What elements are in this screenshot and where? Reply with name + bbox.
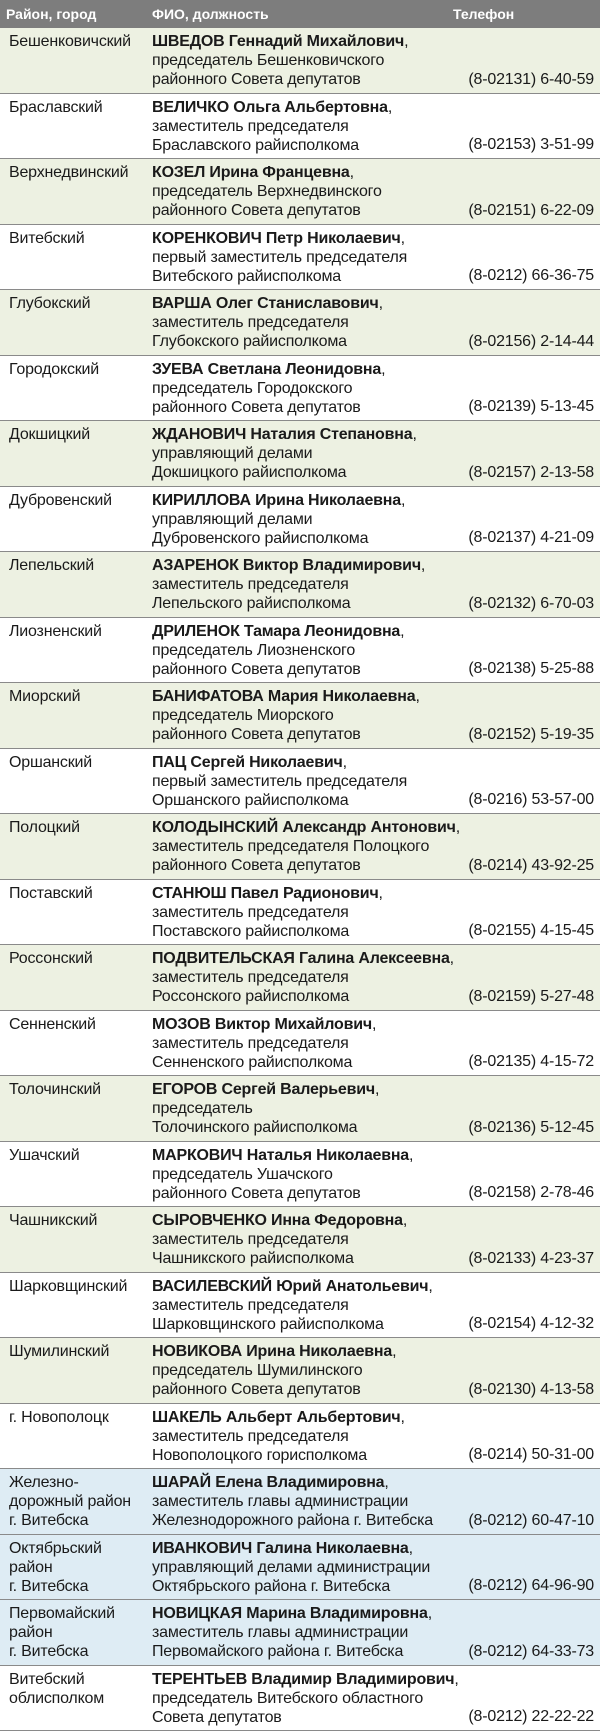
person-surname: АЗАРЕНОК bbox=[152, 557, 239, 574]
person-cell bbox=[152, 94, 453, 159]
phone-number: (8-02159) 5-27-48 bbox=[468, 987, 594, 1005]
person-name: БАНИФАТОВА Мария Николаевна, bbox=[152, 688, 420, 705]
phone-number: (8-02156) 2-14-44 bbox=[468, 332, 594, 350]
district-cell bbox=[0, 552, 152, 617]
table-row bbox=[0, 1535, 600, 1601]
district-cell bbox=[0, 1535, 152, 1600]
person-position: управляющий делами bbox=[152, 510, 313, 528]
person-surname: КОЗЕЛ bbox=[152, 164, 206, 181]
district-cell bbox=[0, 749, 152, 814]
person-cell bbox=[152, 421, 453, 486]
person-position: заместитель председателя bbox=[152, 1231, 349, 1248]
table-row bbox=[0, 683, 600, 749]
table-row bbox=[0, 1076, 600, 1142]
phone-number: (8-02132) 6-70-03 bbox=[468, 594, 594, 612]
table-row bbox=[0, 749, 600, 815]
person-cell bbox=[152, 683, 453, 748]
phone-number: (8-02130) 4-13-58 bbox=[468, 1380, 594, 1398]
phone-number: (8-02137) 4-21-09 bbox=[468, 529, 594, 546]
phone-number: (8-02154) 4-12-32 bbox=[468, 1315, 594, 1332]
district-cell bbox=[0, 94, 152, 159]
person-cell bbox=[152, 28, 453, 93]
person-surname: ЗУЕВА bbox=[152, 360, 204, 378]
district-line: район bbox=[9, 1624, 53, 1641]
district-cell bbox=[0, 1207, 152, 1272]
person-given-name: Мария Николаевна bbox=[267, 688, 416, 705]
person-name: МОЗОВ Виктор Михайлович, bbox=[152, 1015, 377, 1033]
person-surname: ВЕЛИЧКО bbox=[152, 98, 230, 116]
header-district: Район, город bbox=[6, 6, 97, 22]
table-row bbox=[0, 159, 600, 225]
person-cell bbox=[152, 1469, 453, 1534]
table-row bbox=[0, 618, 600, 684]
person-cell bbox=[152, 1535, 453, 1600]
person-position: Дубровенского райисполкома bbox=[152, 529, 369, 547]
district-cell bbox=[0, 1076, 152, 1141]
person-surname: СТАНЮШ bbox=[152, 884, 227, 902]
phone-number: (8-0212) 64-96-90 bbox=[468, 1577, 594, 1594]
table-row bbox=[0, 1404, 600, 1470]
person-name: ЖДАНОВИЧ Наталия Степановна, bbox=[152, 426, 417, 443]
person-surname: СЫРОВЧЕНКО bbox=[152, 1212, 267, 1229]
person-position: заместитель председателя bbox=[152, 1427, 349, 1445]
person-given-name: Галина Алексеевна bbox=[299, 950, 450, 967]
district-line: Железно- bbox=[9, 1474, 79, 1491]
person-position: заместитель председателя bbox=[152, 903, 349, 921]
table-row bbox=[0, 945, 600, 1011]
district-line: Городокский bbox=[9, 360, 100, 378]
person-surname: КОРЕНКОВИЧ bbox=[152, 229, 262, 247]
person-name: КИРИЛЛОВА Ирина Николаевна, bbox=[152, 491, 406, 509]
district-cell bbox=[0, 1273, 152, 1338]
person-name: СЫРОВЧЕНКО Инна Федоровна, bbox=[152, 1212, 408, 1229]
person-given-name: Сергей Валерьевич bbox=[221, 1081, 375, 1098]
person-position: заместитель председателя bbox=[152, 576, 349, 593]
person-position: председатель Верхнедвинского bbox=[152, 183, 382, 200]
person-surname: ИВАНКОВИЧ bbox=[152, 1539, 253, 1557]
district-cell bbox=[0, 1600, 152, 1665]
district-cell bbox=[0, 1666, 152, 1731]
person-surname: ШАРАЙ bbox=[152, 1474, 211, 1491]
header-name: ФИО, должность bbox=[152, 6, 269, 22]
person-position: районного Совета депутатов bbox=[152, 1184, 361, 1202]
district-line: Оршанский bbox=[9, 753, 92, 771]
person-surname: КОЛОДЫНСКИЙ bbox=[152, 819, 279, 836]
table-row bbox=[0, 421, 600, 487]
person-cell bbox=[152, 880, 453, 945]
person-name: АЗАРЕНОК Виктор Владимирович, bbox=[152, 557, 426, 574]
table-row bbox=[0, 1273, 600, 1339]
person-position: председатель Витебского областного bbox=[152, 1689, 424, 1707]
person-position: Докшицкого райисполкома bbox=[152, 464, 347, 481]
table-header bbox=[0, 0, 600, 28]
phone-number: (8-0214) 50-31-00 bbox=[468, 1446, 594, 1463]
district-line: Ушачский bbox=[9, 1146, 80, 1164]
person-name: ЗУЕВА Светлана Леонидовна, bbox=[152, 360, 386, 378]
district-line: Сенненский bbox=[9, 1015, 96, 1033]
person-cell bbox=[152, 225, 453, 290]
person-name: ТЕРЕНТЬЕВ Владимир Владимирович, bbox=[152, 1670, 459, 1688]
table-row bbox=[0, 1011, 600, 1077]
person-cell bbox=[152, 1666, 459, 1731]
person-name: НОВИКОВА Ирина Николаевна, bbox=[152, 1343, 397, 1360]
person-name: ШАКЕЛЬ Альберт Альбертович, bbox=[152, 1408, 405, 1426]
district-cell bbox=[0, 1469, 152, 1534]
district-line: Витебский bbox=[9, 229, 85, 247]
person-position: Совета депутатов bbox=[152, 1708, 282, 1726]
person-position: Железнодорожного района г. Витебска bbox=[152, 1512, 433, 1529]
table-row bbox=[0, 94, 600, 160]
district-line: г. Новополоцк bbox=[9, 1408, 109, 1426]
phone-number: (8-02152) 5-19-35 bbox=[468, 725, 594, 743]
district-cell bbox=[0, 1142, 152, 1207]
person-given-name: Павел Радионович bbox=[230, 884, 379, 902]
person-position: Оршанского райисполкома bbox=[152, 791, 349, 809]
district-line: дорожный район bbox=[9, 1493, 131, 1510]
person-cell bbox=[152, 159, 453, 224]
district-cell bbox=[0, 1338, 152, 1403]
person-position: Поставского райисполкома bbox=[152, 922, 350, 940]
phone-number: (8-02139) 5-13-45 bbox=[468, 398, 594, 415]
person-surname: МОЗОВ bbox=[152, 1015, 211, 1033]
person-position: Браславского райисполкома bbox=[152, 136, 359, 154]
table-row bbox=[0, 880, 600, 946]
person-position: Толочинского райисполкома bbox=[152, 1119, 358, 1136]
person-name: ВАРША Олег Станиславович, bbox=[152, 295, 383, 312]
person-cell bbox=[152, 1600, 453, 1665]
person-given-name: Владимир Владимирович bbox=[251, 1670, 455, 1688]
person-name: КОЗЕЛ Ирина Францевна, bbox=[152, 164, 354, 181]
district-cell bbox=[0, 225, 152, 290]
header-phone: Телефон bbox=[453, 6, 515, 22]
person-position: Сенненского райисполкома bbox=[152, 1053, 353, 1071]
person-given-name: Юрий Анатольевич bbox=[276, 1277, 429, 1295]
person-name: ВЕЛИЧКО Ольга Альбертовна, bbox=[152, 98, 393, 116]
person-cell bbox=[152, 1011, 453, 1076]
person-position: председатель Шумилинского bbox=[152, 1362, 363, 1379]
person-position: Россонского райисполкома bbox=[152, 988, 350, 1005]
phone-number: (8-0212) 60-47-10 bbox=[468, 1511, 594, 1529]
person-name: ШАРАЙ Елена Владимировна, bbox=[152, 1474, 389, 1491]
district-cell bbox=[0, 487, 152, 552]
person-cell bbox=[152, 1338, 453, 1403]
phone-number: (8-02151) 6-22-09 bbox=[468, 201, 594, 219]
person-position: заместитель главы администрации bbox=[152, 1624, 409, 1641]
person-given-name: Сергей Николаевич bbox=[190, 753, 343, 771]
person-position: заместитель председателя bbox=[152, 314, 349, 331]
person-name: ИВАНКОВИЧ Галина Николаевна, bbox=[152, 1539, 413, 1557]
person-position: заместитель председателя bbox=[152, 1034, 349, 1052]
table-row bbox=[0, 1600, 600, 1666]
district-line: Толочинский bbox=[9, 1081, 101, 1098]
phone-number: (8-02136) 5-12-45 bbox=[468, 1118, 594, 1136]
district-line: Верхнедвинский bbox=[9, 164, 129, 181]
phone-number: (8-0214) 43-92-25 bbox=[468, 856, 594, 874]
district-line: г. Витебска bbox=[9, 1643, 89, 1660]
person-surname: ЕГОРОВ bbox=[152, 1081, 218, 1098]
district-line: Бешенковичский bbox=[9, 33, 131, 50]
district-cell bbox=[0, 814, 152, 879]
person-position: первый заместитель председателя bbox=[152, 772, 408, 790]
phone-number: (8-0216) 53-57-00 bbox=[468, 791, 594, 808]
district-line: г. Витебска bbox=[9, 1512, 89, 1529]
table-row bbox=[0, 1338, 600, 1404]
district-cell bbox=[0, 618, 152, 683]
person-position: Новополоцкого горисполкома bbox=[152, 1446, 367, 1464]
person-cell bbox=[152, 356, 453, 421]
person-name: ПОДВИТЕЛЬСКАЯ Галина Алексеевна, bbox=[152, 950, 454, 967]
person-surname: МАРКОВИЧ bbox=[152, 1146, 243, 1164]
person-given-name: Ирина Францевна bbox=[209, 164, 350, 181]
person-surname: ВАСИЛЕВСКИЙ bbox=[152, 1277, 272, 1295]
person-cell bbox=[152, 487, 453, 552]
person-given-name: Ирина Николаевна bbox=[255, 491, 401, 509]
person-position: Первомайского района г. Витебска bbox=[152, 1643, 404, 1660]
person-given-name: Наталья Николаевна bbox=[246, 1146, 410, 1164]
person-position: заместитель председателя bbox=[152, 117, 349, 135]
district-cell bbox=[0, 159, 152, 224]
district-line: Октябрьский bbox=[9, 1539, 102, 1557]
person-name: КОРЕНКОВИЧ Петр Николаевич, bbox=[152, 229, 405, 247]
person-surname: ПАЦ bbox=[152, 753, 187, 771]
person-position: Шарковщинского райисполкома bbox=[152, 1315, 384, 1333]
district-line: Полоцкий bbox=[9, 819, 80, 836]
person-surname: НОВИЦКАЯ bbox=[152, 1605, 242, 1622]
person-name: ПАЦ Сергей Николаевич, bbox=[152, 753, 347, 771]
person-surname: ТЕРЕНТЬЕВ bbox=[152, 1670, 248, 1688]
person-given-name: Светлана Леонидовна bbox=[207, 360, 382, 378]
person-position: председатель Бешенковичского bbox=[152, 52, 385, 69]
district-line: Чашникский bbox=[9, 1212, 98, 1229]
table-row bbox=[0, 290, 600, 356]
district-line: Россонский bbox=[9, 950, 93, 967]
person-cell bbox=[152, 290, 453, 355]
person-surname: КИРИЛЛОВА bbox=[152, 491, 251, 509]
district-line: Миорский bbox=[9, 688, 81, 705]
person-given-name: Петр Николаевич bbox=[265, 229, 401, 247]
phone-number: (8-02135) 4-15-72 bbox=[468, 1053, 594, 1070]
district-cell bbox=[0, 880, 152, 945]
district-line: Глубокский bbox=[9, 295, 91, 312]
person-position: управляющий делами администрации bbox=[152, 1558, 431, 1576]
person-position: заместитель председателя bbox=[152, 1296, 349, 1314]
person-position: Чашникского райисполкома bbox=[152, 1250, 354, 1267]
person-cell bbox=[152, 749, 453, 814]
person-name: НОВИЦКАЯ Марина Владимировна, bbox=[152, 1605, 432, 1622]
person-position: Глубокского райисполкома bbox=[152, 333, 347, 350]
person-cell bbox=[152, 1273, 453, 1338]
district-line: г. Витебска bbox=[9, 1577, 89, 1595]
person-name: СТАНЮШ Павел Радионович, bbox=[152, 884, 383, 902]
table-row bbox=[0, 487, 600, 553]
person-name: ВАСИЛЕВСКИЙ Юрий Анатольевич, bbox=[152, 1277, 433, 1295]
person-cell bbox=[152, 814, 460, 879]
person-given-name: Галина Николаевна bbox=[256, 1539, 409, 1557]
phone-number: (8-02155) 4-15-45 bbox=[468, 922, 594, 939]
person-cell bbox=[152, 1207, 453, 1272]
person-position: районного Совета депутатов bbox=[152, 1381, 361, 1398]
district-line: Браславский bbox=[9, 98, 103, 116]
person-surname: ПОДВИТЕЛЬСКАЯ bbox=[152, 950, 295, 967]
phone-number: (8-02138) 5-25-88 bbox=[468, 660, 594, 677]
district-line: облисполком bbox=[9, 1689, 105, 1707]
person-given-name: Тамара Леонидовна bbox=[243, 622, 401, 640]
person-surname: ЖДАНОВИЧ bbox=[152, 426, 247, 443]
person-position: Витебского райисполкома bbox=[152, 267, 341, 285]
table-row bbox=[0, 1666, 600, 1732]
table-row bbox=[0, 1207, 600, 1273]
person-given-name: Геннадий Михайлович bbox=[228, 33, 405, 50]
district-line: Шарковщинский bbox=[9, 1277, 128, 1295]
district-line: Лепельский bbox=[9, 557, 94, 574]
phone-number: (8-02158) 2-78-46 bbox=[468, 1184, 594, 1201]
district-line: Первомайский bbox=[9, 1605, 115, 1622]
person-position: районного Совета депутатов bbox=[152, 398, 361, 416]
table-row bbox=[0, 814, 600, 880]
district-cell bbox=[0, 28, 152, 93]
person-cell bbox=[152, 618, 453, 683]
person-given-name: Альберт Альбертович bbox=[225, 1408, 401, 1426]
person-cell bbox=[152, 1076, 453, 1141]
district-line: район bbox=[9, 1558, 53, 1576]
person-position: председатель Ушачского bbox=[152, 1165, 333, 1183]
person-name: КОЛОДЫНСКИЙ Александр Антонович, bbox=[152, 819, 460, 836]
person-position: председатель Городокского bbox=[152, 379, 353, 397]
person-given-name: Александр Антонович bbox=[282, 819, 456, 836]
table-body bbox=[0, 28, 600, 1731]
person-cell bbox=[152, 1404, 453, 1469]
person-name: ШВЕДОВ Геннадий Михайлович, bbox=[152, 33, 409, 50]
person-given-name: Марина Владимировна bbox=[246, 1605, 428, 1622]
person-position: председатель Миорского bbox=[152, 707, 334, 724]
phone-number: (8-0212) 66-36-75 bbox=[468, 267, 594, 284]
person-surname: НОВИКОВА bbox=[152, 1343, 242, 1360]
person-name: ДРИЛЕНОК Тамара Леонидовна, bbox=[152, 622, 405, 640]
person-given-name: Ольга Альбертовна bbox=[233, 98, 388, 116]
person-position: районного Совета депутатов bbox=[152, 857, 361, 874]
person-position: председатель bbox=[152, 1100, 253, 1117]
district-cell bbox=[0, 421, 152, 486]
phone-number: (8-02133) 4-23-37 bbox=[468, 1249, 594, 1267]
table-row bbox=[0, 356, 600, 422]
table-row bbox=[0, 28, 600, 94]
person-surname: ДРИЛЕНОК bbox=[152, 622, 240, 640]
district-line: Дубровенский bbox=[9, 491, 112, 509]
district-line: Докшицкий bbox=[9, 426, 90, 443]
person-position: заместитель председателя bbox=[152, 969, 349, 986]
person-surname: БАНИФАТОВА bbox=[152, 688, 264, 705]
person-position: заместитель председателя Полоцкого bbox=[152, 838, 430, 855]
person-given-name: Ирина Николаевна bbox=[246, 1343, 393, 1360]
person-surname: ШАКЕЛЬ bbox=[152, 1408, 222, 1426]
person-position: управляющий делами bbox=[152, 445, 313, 462]
district-cell bbox=[0, 683, 152, 748]
district-cell bbox=[0, 290, 152, 355]
person-cell bbox=[152, 945, 453, 1010]
person-position: районного Совета депутатов bbox=[152, 71, 361, 88]
person-position: Лепельского райисполкома bbox=[152, 595, 351, 612]
person-cell bbox=[152, 1142, 453, 1207]
person-name: МАРКОВИЧ Наталья Николаевна, bbox=[152, 1146, 414, 1164]
district-line: Шумилинский bbox=[9, 1343, 110, 1360]
district-cell bbox=[0, 945, 152, 1010]
person-given-name: Елена Владимировна bbox=[215, 1474, 385, 1491]
person-position: председатель Лиозненского bbox=[152, 641, 356, 659]
person-cell bbox=[152, 552, 453, 617]
district-line: Витебский bbox=[9, 1670, 85, 1688]
district-cell bbox=[0, 1011, 152, 1076]
person-given-name: Виктор Михайлович bbox=[214, 1015, 372, 1033]
district-cell bbox=[0, 1404, 152, 1469]
person-surname: ШВЕДОВ bbox=[152, 33, 225, 50]
table-row bbox=[0, 1469, 600, 1535]
phone-number: (8-02131) 6-40-59 bbox=[468, 70, 594, 88]
phone-number: (8-02157) 2-13-58 bbox=[468, 463, 594, 481]
phone-number: (8-0212) 22-22-22 bbox=[468, 1708, 594, 1725]
phone-number: (8-02153) 3-51-99 bbox=[468, 136, 594, 153]
table-row bbox=[0, 225, 600, 291]
person-given-name: Виктор Владимирович bbox=[242, 557, 421, 574]
district-line: Лиозненский bbox=[9, 622, 102, 640]
person-surname: ВАРША bbox=[152, 295, 212, 312]
person-name: ЕГОРОВ Сергей Валерьевич, bbox=[152, 1081, 380, 1098]
phone-number: (8-0212) 64-33-73 bbox=[468, 1642, 594, 1660]
person-position: районного Совета депутатов bbox=[152, 660, 361, 678]
person-given-name: Наталия Степановна bbox=[250, 426, 413, 443]
person-position: районного Совета депутатов bbox=[152, 202, 361, 219]
person-position: Октябрьского района г. Витебска bbox=[152, 1577, 391, 1595]
district-line: Поставский bbox=[9, 884, 93, 902]
person-position: районного Совета депутатов bbox=[152, 726, 361, 743]
table-row bbox=[0, 1142, 600, 1208]
person-given-name: Инна Федоровна bbox=[271, 1212, 403, 1229]
person-position: первый заместитель председателя bbox=[152, 248, 408, 266]
district-cell bbox=[0, 356, 152, 421]
table-row bbox=[0, 552, 600, 618]
person-given-name: Олег Станиславович bbox=[215, 295, 379, 312]
person-position: заместитель главы администрации bbox=[152, 1493, 409, 1510]
